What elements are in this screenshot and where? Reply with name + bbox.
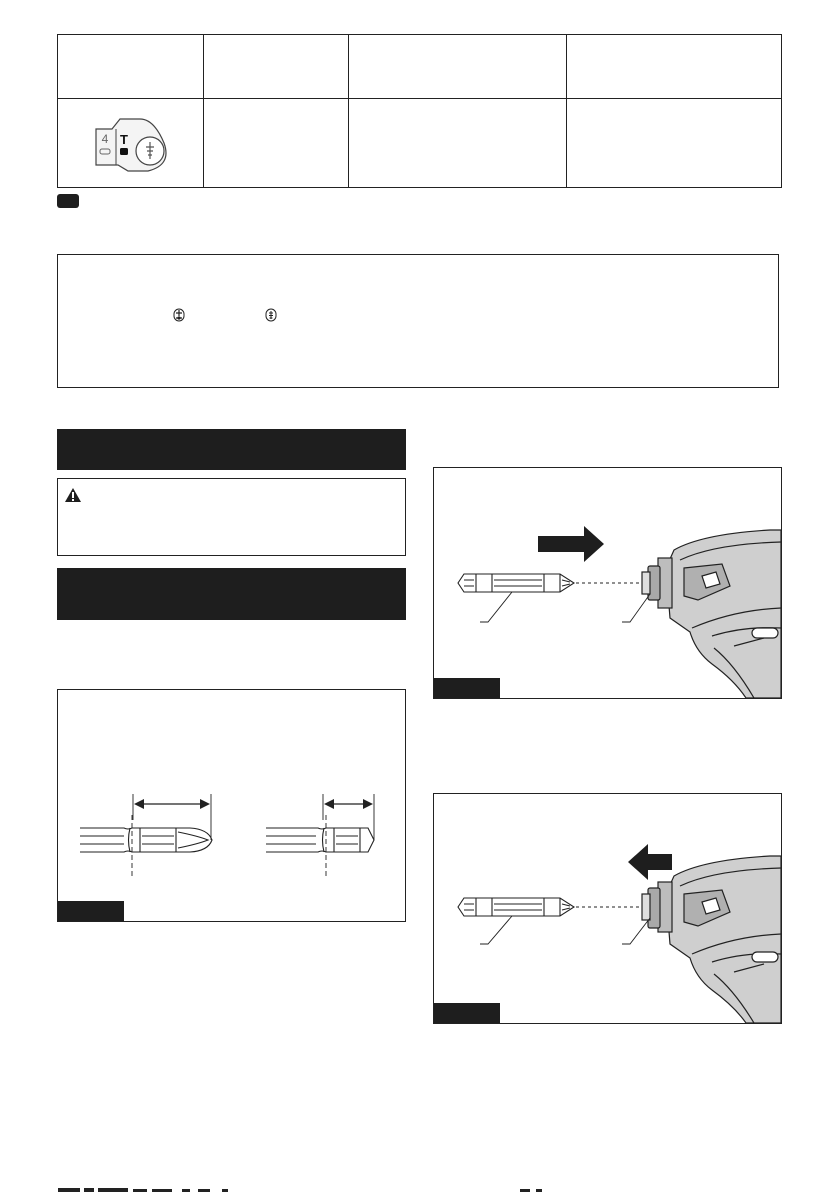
warning-triangle-icon <box>64 487 82 503</box>
section-heading-bar <box>57 568 406 620</box>
footer-strip <box>0 1186 840 1192</box>
panel-number: 4 <box>101 132 109 146</box>
figure-label <box>434 678 500 698</box>
figure-label <box>434 1003 500 1023</box>
panel-illustration-cell <box>58 99 204 188</box>
key-badge <box>57 194 79 208</box>
table-header-cell <box>349 35 567 99</box>
caution-box <box>57 478 406 556</box>
table-cell <box>204 99 349 188</box>
arrow-right-icon <box>538 526 604 562</box>
table-row <box>58 99 782 188</box>
arrow-left-icon <box>628 844 672 880</box>
table-header-cell <box>567 35 782 99</box>
footer-cropped-text <box>0 1186 840 1192</box>
t-mode-screw-icon <box>265 308 277 322</box>
spec-table <box>57 34 782 188</box>
insert-bit-figure <box>433 467 782 699</box>
section-heading-bar <box>57 429 406 470</box>
table-header-cell <box>204 35 349 99</box>
table-cell <box>349 99 567 188</box>
figure-label <box>58 901 124 921</box>
mode-panel-illustration <box>58 99 204 187</box>
remove-bit-figure <box>433 793 782 1024</box>
insert-bit-drawing <box>434 468 781 698</box>
remove-bit-drawing <box>434 794 781 1023</box>
table-cell <box>567 99 782 188</box>
note-box <box>57 254 779 388</box>
table-header-cell <box>58 35 204 99</box>
screw-mode-icon <box>136 137 164 165</box>
panel-letter: T <box>120 132 128 147</box>
table-header-row <box>58 35 782 99</box>
bit-dimension-figure <box>57 689 406 922</box>
drill-screw-mode-icon <box>173 308 185 322</box>
bit-dimension-drawing <box>58 690 405 921</box>
